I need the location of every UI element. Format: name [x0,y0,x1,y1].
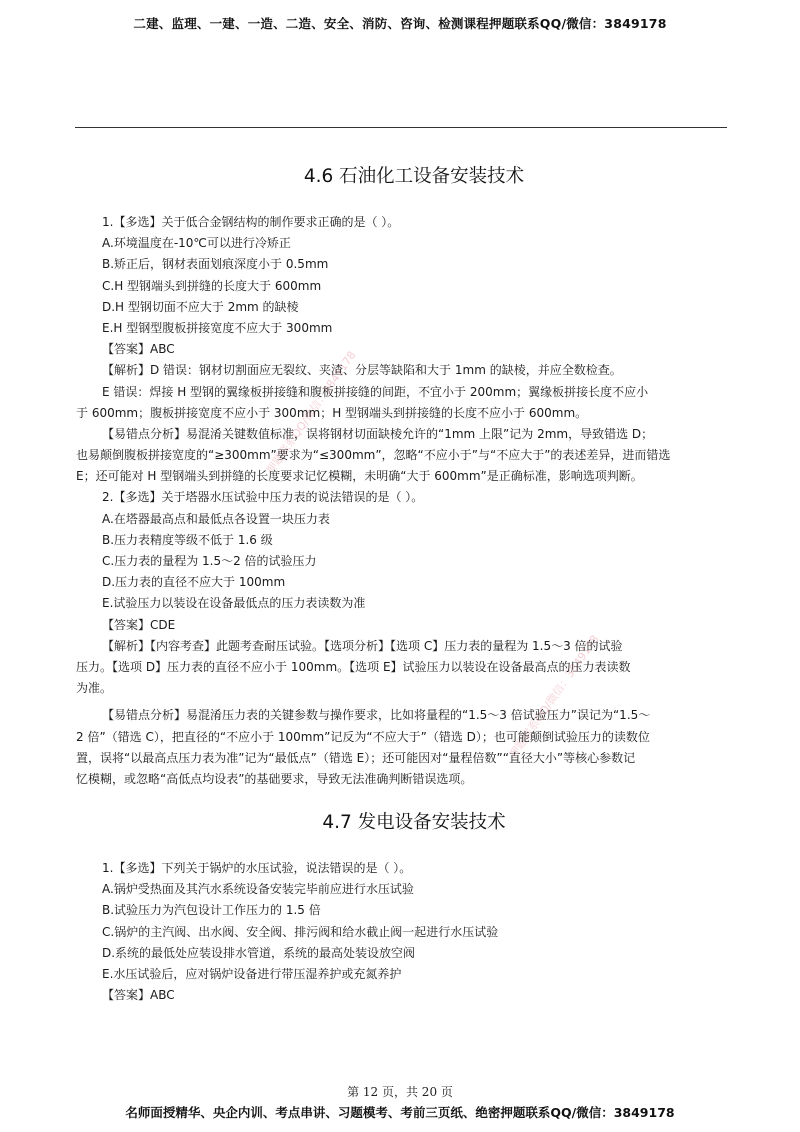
analysis-line: 压力。【选项 D】压力表的直径不应小于 100mm。【选项 E】试验压力以装设在设备最高点的压力表读数 [76,659,631,674]
option-e: E.H 型钢型腹板拼接宽度不应大于 300mm [102,320,333,335]
question-stem: 1.【多选】关于低合金钢结构的制作要求正确的是（ ）。 [102,215,400,229]
option-c: C.锅炉的主汽阀、出水阀、安全阀、排污阀和给水截止阀一起进行水压试验 [102,924,499,939]
analysis-line: 为准。 [76,681,113,696]
option-a: A.锅炉受热面及其汽水系统设备安装完毕前应进行水压试验 [102,882,414,897]
option-b: B.压力表精度等级不低于 1.6 级 [102,532,273,547]
watermark: 押题联系QQ/微信：3849178 [506,632,602,761]
option-d: D.压力表的直径不应大于 100mm [102,575,286,590]
option-c: C.H 型钢端头到拼缝的长度大于 600mm [102,278,322,293]
question-stem: 2.【多选】关于塔器水压试验中压力表的说法错误的是（ ）。 [102,490,424,505]
analysis-line: 于 600mm；腹板拼接宽度不应小于 300mm；H 型钢端头到拼接缝的长度不应小于 600mm。 [76,405,588,420]
analysis-line: E 错误：焊接 H 型钢的翼缘板拼接缝和腹板拼接缝的间距，不宜小于 200mm；翼缘板拼接长度不应小 [102,384,649,399]
option-e: E.试验压力以装设在设备最低点的压力表读数为准 [102,596,366,611]
header-divider [75,127,727,128]
option-b: B.试验压力为汽包设计工作压力的 1.5 倍 [102,903,321,918]
answer: 【答案】CDE [102,617,176,632]
section-title-4-6: 4.6 石油化工设备安装技术 [303,166,525,187]
option-b: B.矫正后，钢材表面划痕深度小于 0.5mm [102,257,329,272]
page-number: 第 12 页，共 20 页 [347,1085,453,1099]
error-analysis-line: E；还可能对 H 型钢端头到拼缝的长度要求记忆模糊，未明确“大于 600mm”是正确标准，影响选项判断。 [76,469,643,484]
error-analysis-line: 2 倍”（错选 C），把直径的“不应小于 100mm”记反为“不应大于”（错选 D）；也可能颠倒试验压力的读数位 [76,729,650,744]
error-analysis-line: 置，误将“以最高点压力表为准”记为“最低点”（错选 E）；还可能因对“量程倍数”“直径大小”等核心参数记 [76,750,636,765]
error-analysis-line: 【易错点分析】易混淆压力表的关键参数与操作要求，比如将量程的“1.5～3 倍试验压力”误记为“1.5～ [102,708,651,723]
watermark: 押题联系QQ/微信：3849178 [263,348,359,477]
page-header: 二建、监理、一建、一造、二造、安全、消防、咨询、检测课程押题联系QQ/微信：3849178 [133,16,667,31]
option-d: D.系统的最低处应装设排水管道，系统的最高处装设放空阀 [102,945,416,960]
error-analysis-line: 忆模糊，或忽略“高低点均设表”的基础要求，导致无法准确判断错误选项。 [76,771,473,786]
option-e: E.水压试验后，应对锅炉设备进行带压湿养护或充氮养护 [102,966,402,981]
answer: 【答案】ABC [102,988,175,1003]
option-a: A.在塔器最高点和最低点各设置一块压力表 [102,511,330,526]
section-title-4-7: 4.7 发电设备安装技术 [322,812,506,833]
section-4-6-body [76,212,728,790]
option-a: A.环境温度在-10℃可以进行冷矫正 [102,236,291,251]
error-analysis-line: 【易错点分析】易混淆关键数值标准，误将钢材切面缺棱允许的“1mm 上限”记为 2mm，导致错选 D； [102,426,654,441]
question-stem: 1.【多选】下列关于锅炉的水压试验，说法错误的是（ ）。 [102,861,412,875]
analysis-line: 【解析】【内容考查】此题考查耐压试验。【选项分析】【选项 C】压力表的量程为 1.5～3 倍的试验 [102,638,623,653]
answer: 【答案】ABC [102,342,175,357]
page-footer: 名师面授精华、央企内训、考点串讲、习题模考、考前三页纸、绝密押题联系QQ/微信：3849178 [125,1105,675,1120]
option-c: C.压力表的量程为 1.5～2 倍的试验压力 [102,554,317,568]
error-analysis-line: 也易颠倒腹板拼接宽度的“≥300mm”要求为“≤300mm”，忽略“不应小于”与“不应大于”的表述差异，进而错选 [76,448,671,463]
analysis-line: 【解析】D 错误：钢材切割面应无裂纹、夹渣、分层等缺陷和大于 1mm 的缺棱，并应全数检查。 [102,363,622,378]
section-4-7-body [102,858,728,1006]
option-d: D.H 型钢切面不应大于 2mm 的缺棱 [102,299,299,314]
